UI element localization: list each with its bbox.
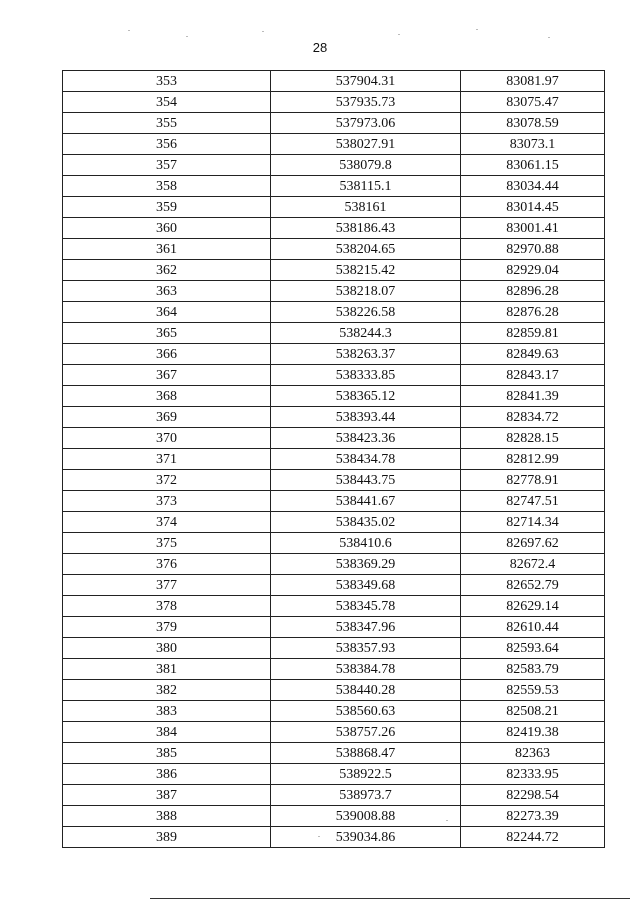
point-number-cell: 377 [63, 575, 271, 596]
point-number-cell: 376 [63, 554, 271, 575]
y-coordinate-cell: 82876.28 [461, 302, 605, 323]
x-coordinate-cell: 538027.91 [271, 134, 461, 155]
point-number-cell: 364 [63, 302, 271, 323]
table-row [63, 218, 605, 239]
y-coordinate-cell: 83078.59 [461, 113, 605, 134]
x-coordinate-cell: 538868.47 [271, 743, 461, 764]
point-number-cell: 373 [63, 491, 271, 512]
x-coordinate-cell: 538443.75 [271, 470, 461, 491]
table-row [63, 155, 605, 176]
point-number-cell: 363 [63, 281, 271, 302]
point-number-cell: 389 [63, 827, 271, 848]
table-row [63, 512, 605, 533]
table-row [63, 197, 605, 218]
point-number-cell: 387 [63, 785, 271, 806]
x-coordinate-cell: 538349.68 [271, 575, 461, 596]
point-number-cell: 365 [63, 323, 271, 344]
y-coordinate-cell: 82273.39 [461, 806, 605, 827]
x-coordinate-cell: 537973.06 [271, 113, 461, 134]
x-coordinate-cell: 538204.65 [271, 239, 461, 260]
table-row [63, 638, 605, 659]
table-row [63, 407, 605, 428]
point-number-cell: 368 [63, 386, 271, 407]
x-coordinate-cell: 538079.8 [271, 155, 461, 176]
point-number-cell: 356 [63, 134, 271, 155]
x-coordinate-cell: 538435.02 [271, 512, 461, 533]
point-number-cell: 374 [63, 512, 271, 533]
table-row [63, 470, 605, 491]
y-coordinate-cell: 82778.91 [461, 470, 605, 491]
point-number-cell: 358 [63, 176, 271, 197]
point-number-cell: 380 [63, 638, 271, 659]
point-number-cell: 370 [63, 428, 271, 449]
y-coordinate-cell: 82834.72 [461, 407, 605, 428]
table-row [63, 428, 605, 449]
y-coordinate-cell: 82970.88 [461, 239, 605, 260]
point-number-cell: 381 [63, 659, 271, 680]
y-coordinate-cell: 83034.44 [461, 176, 605, 197]
table-row [63, 323, 605, 344]
y-coordinate-cell: 82697.62 [461, 533, 605, 554]
table-row [63, 806, 605, 827]
coordinate-table [62, 70, 605, 848]
y-coordinate-cell: 82714.34 [461, 512, 605, 533]
table-row [63, 785, 605, 806]
y-coordinate-cell: 83075.47 [461, 92, 605, 113]
table-row [63, 533, 605, 554]
x-coordinate-cell: 538333.85 [271, 365, 461, 386]
y-coordinate-cell: 82672.4 [461, 554, 605, 575]
y-coordinate-cell: 82859.81 [461, 323, 605, 344]
y-coordinate-cell: 82559.53 [461, 680, 605, 701]
table-row [63, 596, 605, 617]
x-coordinate-cell: 538244.3 [271, 323, 461, 344]
y-coordinate-cell: 83001.41 [461, 218, 605, 239]
table-row [63, 92, 605, 113]
x-coordinate-cell: 538215.42 [271, 260, 461, 281]
point-number-cell: 367 [63, 365, 271, 386]
point-number-cell: 384 [63, 722, 271, 743]
x-coordinate-cell: 538161 [271, 197, 461, 218]
point-number-cell: 353 [63, 71, 271, 92]
table-row [63, 302, 605, 323]
point-number-cell: 371 [63, 449, 271, 470]
x-coordinate-cell: 538434.78 [271, 449, 461, 470]
table-row [63, 827, 605, 848]
x-coordinate-cell: 538423.36 [271, 428, 461, 449]
table-row [63, 575, 605, 596]
y-coordinate-cell: 82419.38 [461, 722, 605, 743]
x-coordinate-cell: 538560.63 [271, 701, 461, 722]
x-coordinate-cell: 538440.28 [271, 680, 461, 701]
y-coordinate-cell: 83081.97 [461, 71, 605, 92]
x-coordinate-cell: 538365.12 [271, 386, 461, 407]
point-number-cell: 379 [63, 617, 271, 638]
y-coordinate-cell: 82747.51 [461, 491, 605, 512]
point-number-cell: 362 [63, 260, 271, 281]
y-coordinate-cell: 83014.45 [461, 197, 605, 218]
table-row [63, 365, 605, 386]
y-coordinate-cell: 82298.54 [461, 785, 605, 806]
point-number-cell: 382 [63, 680, 271, 701]
point-number-cell: 386 [63, 764, 271, 785]
point-number-cell: 366 [63, 344, 271, 365]
point-number-cell: 372 [63, 470, 271, 491]
x-coordinate-cell: 538973.7 [271, 785, 461, 806]
point-number-cell: 357 [63, 155, 271, 176]
y-coordinate-cell: 82508.21 [461, 701, 605, 722]
point-number-cell: 361 [63, 239, 271, 260]
x-coordinate-cell: 538115.1 [271, 176, 461, 197]
x-coordinate-cell: 539008.88 [271, 806, 461, 827]
y-coordinate-cell: 83073.1 [461, 134, 605, 155]
x-coordinate-cell: 537904.31 [271, 71, 461, 92]
table-row [63, 659, 605, 680]
y-coordinate-cell: 82244.72 [461, 827, 605, 848]
x-coordinate-cell: 538384.78 [271, 659, 461, 680]
x-coordinate-cell: 538369.29 [271, 554, 461, 575]
y-coordinate-cell: 82629.14 [461, 596, 605, 617]
table-row [63, 764, 605, 785]
x-coordinate-cell: 538218.07 [271, 281, 461, 302]
x-coordinate-cell: 538263.37 [271, 344, 461, 365]
x-coordinate-cell: 538357.93 [271, 638, 461, 659]
x-coordinate-cell: 538393.44 [271, 407, 461, 428]
x-coordinate-cell: 538226.58 [271, 302, 461, 323]
x-coordinate-cell: 538441.67 [271, 491, 461, 512]
point-number-cell: 388 [63, 806, 271, 827]
y-coordinate-cell: 82363 [461, 743, 605, 764]
point-number-cell: 359 [63, 197, 271, 218]
table-row [63, 176, 605, 197]
table-row [63, 680, 605, 701]
y-coordinate-cell: 82929.04 [461, 260, 605, 281]
y-coordinate-cell: 82593.64 [461, 638, 605, 659]
x-coordinate-cell: 538345.78 [271, 596, 461, 617]
table-row [63, 260, 605, 281]
x-coordinate-cell: 539034.86 [271, 827, 461, 848]
point-number-cell: 369 [63, 407, 271, 428]
point-number-cell: 385 [63, 743, 271, 764]
y-coordinate-cell: 82652.79 [461, 575, 605, 596]
table-row [63, 449, 605, 470]
point-number-cell: 375 [63, 533, 271, 554]
coordinate-table-body [63, 71, 605, 848]
point-number-cell: 354 [63, 92, 271, 113]
x-coordinate-cell: 537935.73 [271, 92, 461, 113]
point-number-cell: 378 [63, 596, 271, 617]
x-coordinate-cell: 538347.96 [271, 617, 461, 638]
point-number-cell: 383 [63, 701, 271, 722]
table-row [63, 344, 605, 365]
table-row [63, 281, 605, 302]
table-row [63, 722, 605, 743]
y-coordinate-cell: 82841.39 [461, 386, 605, 407]
table-row [63, 491, 605, 512]
x-coordinate-cell: 538922.5 [271, 764, 461, 785]
table-row [63, 71, 605, 92]
table-row [63, 386, 605, 407]
table-row [63, 134, 605, 155]
y-coordinate-cell: 82812.99 [461, 449, 605, 470]
table-row [63, 617, 605, 638]
table-row [63, 701, 605, 722]
y-coordinate-cell: 83061.15 [461, 155, 605, 176]
point-number-cell: 360 [63, 218, 271, 239]
table-row [63, 554, 605, 575]
page-number: 28 [312, 40, 328, 55]
y-coordinate-cell: 82828.15 [461, 428, 605, 449]
point-number-cell: 355 [63, 113, 271, 134]
table-row [63, 239, 605, 260]
table-row [63, 113, 605, 134]
y-coordinate-cell: 82849.63 [461, 344, 605, 365]
x-coordinate-cell: 538757.26 [271, 722, 461, 743]
y-coordinate-cell: 82333.95 [461, 764, 605, 785]
x-coordinate-cell: 538186.43 [271, 218, 461, 239]
bottom-rule [150, 898, 630, 899]
table-row [63, 743, 605, 764]
y-coordinate-cell: 82896.28 [461, 281, 605, 302]
y-coordinate-cell: 82610.44 [461, 617, 605, 638]
x-coordinate-cell: 538410.6 [271, 533, 461, 554]
y-coordinate-cell: 82843.17 [461, 365, 605, 386]
y-coordinate-cell: 82583.79 [461, 659, 605, 680]
